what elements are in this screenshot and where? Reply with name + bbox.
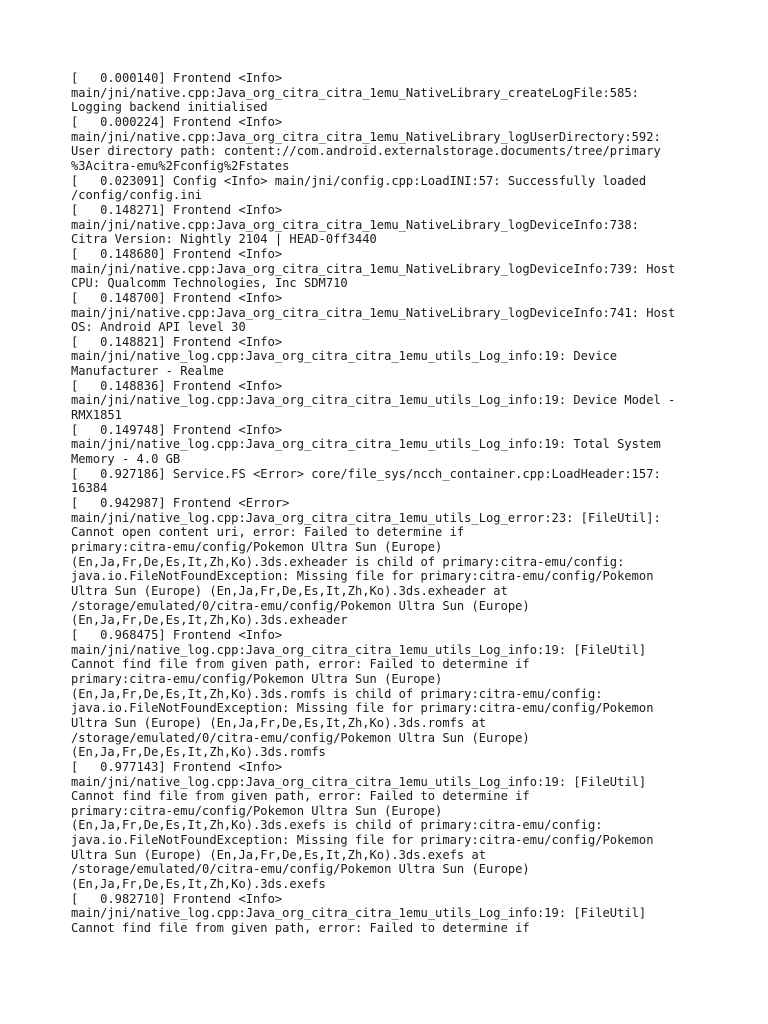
log-line: [ 0.149748] Frontend <Info> (71, 422, 283, 437)
log-line: OS: Android API level 30 (71, 320, 246, 335)
log-line: main/jni/native_log.cpp:Java_org_citra_citra_1emu_utils_Log_error:23: [FileUtil]: (71, 510, 661, 525)
log-line: /storage/emulated/0/citra-emu/config/Pokemon Ultra Sun (Europe) (71, 862, 530, 877)
log-line: Ultra Sun (Europe) (En,Ja,Fr,De,Es,It,Zh,Ko).3ds.exheader at (71, 583, 508, 598)
log-line: main/jni/native.cpp:Java_org_citra_citra_1emu_NativeLibrary_logDeviceInfo:739: Host (71, 261, 676, 276)
log-line: main/jni/native_log.cpp:Java_org_citra_citra_1emu_utils_Log_info:19: [FileUtil] (71, 906, 647, 921)
log-line: main/jni/native_log.cpp:Java_org_citra_citra_1emu_utils_Log_info:19: [FileUtil] (71, 774, 647, 789)
log-line: [ 0.000140] Frontend <Info> (71, 71, 283, 85)
log-line: Cannot open content uri, error: Failed to determine if (71, 525, 465, 540)
log-line: main/jni/native.cpp:Java_org_citra_citra_1emu_NativeLibrary_logDeviceInfo:738: (71, 217, 639, 232)
log-line: main/jni/native.cpp:Java_org_citra_citra_1emu_NativeLibrary_logUserDirectory:592: (71, 129, 661, 144)
log-line: [ 0.148700] Frontend <Info> (71, 290, 283, 305)
log-line: Cannot find file from given path, error: Failed to determine if (71, 921, 530, 936)
log-line: (En,Ja,Fr,De,Es,It,Zh,Ko).3ds.romfs (71, 745, 326, 760)
log-line: (En,Ja,Fr,De,Es,It,Zh,Ko).3ds.exheader is child of primary:citra-emu/config: (71, 554, 625, 569)
log-line: [ 0.000224] Frontend <Info> (71, 114, 283, 129)
log-line: Ultra Sun (Europe) (En,Ja,Fr,De,Es,It,Zh,Ko).3ds.romfs at (71, 715, 487, 730)
log-line: [ 0.148271] Frontend <Info> (71, 202, 283, 217)
log-text-block (71, 71, 761, 936)
log-line: java.io.FileNotFoundException: Missing file for primary:citra-emu/config/Pokemon (71, 701, 654, 716)
log-line: [ 0.148821] Frontend <Info> (71, 334, 283, 349)
log-line: RMX1851 (71, 408, 122, 423)
log-line: (En,Ja,Fr,De,Es,It,Zh,Ko).3ds.exefs (71, 877, 326, 892)
log-line: Cannot find file from given path, error: Failed to determine if (71, 657, 530, 672)
log-line: [ 0.977143] Frontend <Info> (71, 759, 283, 774)
log-line: CPU: Qualcomm Technologies, Inc SDM710 (71, 276, 348, 291)
log-line: java.io.FileNotFoundException: Missing file for primary:citra-emu/config/Pokemon (71, 569, 654, 584)
log-line: Manufacturer - Realme (71, 364, 224, 379)
log-line: /storage/emulated/0/citra-emu/config/Pokemon Ultra Sun (Europe) (71, 598, 530, 613)
log-line: /storage/emulated/0/citra-emu/config/Pokemon Ultra Sun (Europe) (71, 730, 530, 745)
log-line: (En,Ja,Fr,De,Es,It,Zh,Ko).3ds.exefs is child of primary:citra-emu/config: (71, 818, 603, 833)
log-line: [ 0.982710] Frontend <Info> (71, 891, 283, 906)
log-line: [ 0.942987] Frontend <Error> (71, 496, 290, 511)
log-line: [ 0.148836] Frontend <Info> (71, 378, 283, 393)
log-line: Ultra Sun (Europe) (En,Ja,Fr,De,Es,It,Zh,Ko).3ds.exefs at (71, 847, 487, 862)
log-line: Cannot find file from given path, error: Failed to determine if (71, 789, 530, 804)
log-line: (En,Ja,Fr,De,Es,It,Zh,Ko).3ds.exheader (71, 613, 348, 628)
log-line: primary:citra-emu/config/Pokemon Ultra Sun (Europe) (71, 671, 443, 686)
log-line: Logging backend initialised (71, 100, 268, 115)
log-line: User directory path: content://com.android.externalstorage.documents/tree/primary (71, 144, 661, 159)
log-line: main/jni/native_log.cpp:Java_org_citra_citra_1emu_utils_Log_info:19: [FileUtil] (71, 642, 647, 657)
log-line: (En,Ja,Fr,De,Es,It,Zh,Ko).3ds.romfs is child of primary:citra-emu/config: (71, 686, 603, 701)
log-line: [ 0.023091] Config <Info> main/jni/config.cpp:LoadINI:57: Successfully loaded (71, 173, 647, 188)
log-line: main/jni/native_log.cpp:Java_org_citra_citra_1emu_utils_Log_info:19: Total System (71, 437, 661, 452)
log-line: main/jni/native_log.cpp:Java_org_citra_citra_1emu_utils_Log_info:19: Device Model - (71, 393, 676, 408)
log-line: [ 0.927186] Service.FS <Error> core/file_sys/ncch_container.cpp:LoadHeader:157: (71, 466, 661, 481)
log-line: %3Acitra-emu%2Fconfig%2Fstates (71, 158, 290, 173)
log-line: primary:citra-emu/config/Pokemon Ultra Sun (Europe) (71, 540, 443, 554)
log-line: 16384 (71, 481, 108, 496)
log-line: Memory - 4.0 GB (71, 452, 181, 467)
log-line: main/jni/native.cpp:Java_org_citra_citra_1emu_NativeLibrary_createLogFile:585: (71, 85, 639, 100)
log-line: Citra Version: Nightly 2104 | HEAD-0ff3440 (71, 232, 377, 247)
log-line: [ 0.968475] Frontend <Info> (71, 627, 283, 642)
log-line: /config/config.ini (71, 188, 203, 203)
log-line: primary:citra-emu/config/Pokemon Ultra Sun (Europe) (71, 803, 443, 818)
log-line: java.io.FileNotFoundException: Missing file for primary:citra-emu/config/Pokemon (71, 833, 654, 848)
log-line: [ 0.148680] Frontend <Info> (71, 246, 283, 261)
log-line: main/jni/native.cpp:Java_org_citra_citra_1emu_NativeLibrary_logDeviceInfo:741: Host (71, 305, 676, 320)
log-line: main/jni/native_log.cpp:Java_org_citra_citra_1emu_utils_Log_info:19: Device (71, 349, 618, 364)
